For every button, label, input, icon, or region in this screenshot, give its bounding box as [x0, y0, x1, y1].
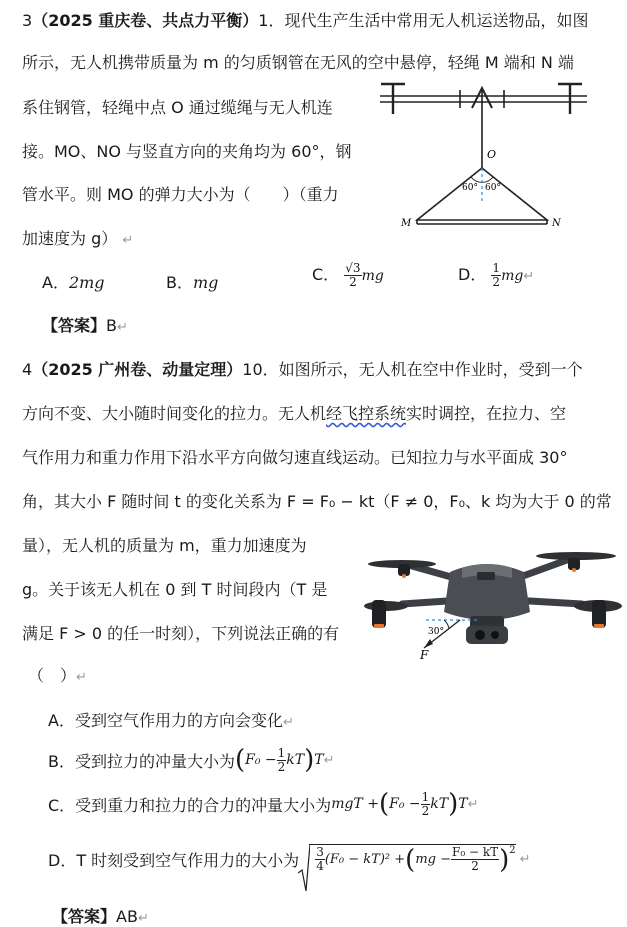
q1-number: 3: [22, 11, 33, 30]
q2-text-8: （ ）: [28, 666, 77, 685]
q2-number: 4: [22, 360, 33, 379]
q1-option-a: [42, 270, 105, 293]
q1-answer-value: B: [106, 316, 117, 335]
option-a-label: A．: [42, 273, 69, 292]
q2-option-d-f2-num: F₀ − kT: [452, 845, 499, 860]
q1-text-2: 所示，无人机携带质量为 m 的匀质钢管在无风的空中悬停，轻绳 M 端和 N 端: [22, 53, 574, 72]
q2-drone-figure: [362, 538, 624, 660]
q1-text-4: 接。MO、NO 与竖直方向的夹角均为 60°，钢: [22, 142, 352, 161]
option-c-fraction: [344, 262, 361, 288]
q1-text-1: 1．现代生产生活中常用无人机运送物品，如图: [258, 11, 589, 30]
q2-option-c-num: 1: [421, 789, 430, 804]
q2-option-d-f1-den: 4: [316, 859, 324, 873]
q2-option-d-fraction-2: [451, 846, 499, 872]
q1-text-3: 系住钢管，轻绳中点 O 通过缆绳与无人机连: [22, 98, 333, 117]
q2-option-d-f2-den: 2: [471, 859, 479, 873]
label-m: M: [401, 218, 412, 229]
paragraph-mark: ↵: [137, 911, 149, 926]
q2-text-4: 角，其大小 F 随时间 t 的变化关系为 F = F₀ − kt（F ≠ 0，F₀、k 均为大于 0 的常: [22, 492, 612, 511]
option-c-label: C．: [312, 265, 340, 284]
q2-option-c-math-a: mgT +: [331, 796, 379, 812]
angle-30-label: 30°: [428, 627, 444, 637]
q2-text-2: 方向不变、大小随时间变化的拉力。无人机: [22, 404, 327, 423]
q1-option-d: [458, 262, 534, 289]
q1-answer-label: 【答案】: [42, 316, 107, 335]
q1-line-1: [22, 8, 588, 31]
q2-option-b-den: 2: [277, 759, 286, 774]
q2-text-6: g。关于该无人机在 0 到 T 时间段内（T 是: [22, 580, 328, 599]
option-d-fraction: [491, 262, 501, 288]
q2-option-c-den: 2: [421, 803, 430, 818]
q2-option-d-math-b: mg −: [415, 852, 451, 867]
paragraph-mark: ↵: [122, 233, 134, 248]
q2-option-b-fraction: [277, 747, 287, 773]
paren-open: (: [378, 789, 390, 819]
q2-option-d-fraction-1: [315, 846, 325, 872]
label-o: O: [487, 148, 497, 161]
camera-lens-1: [475, 630, 485, 640]
q2-tag: （2025 广州卷、动量定理）: [32, 360, 243, 379]
option-c-tail: mg: [361, 268, 384, 284]
q2-option-a: [48, 708, 294, 731]
angle-right-label: 60°: [485, 183, 501, 193]
q2-text-7: 满足 F > 0 的任一时刻），下列说法正确的有: [22, 624, 340, 643]
q1-text-6-content: 加速度为 g）: [22, 229, 118, 248]
paragraph-mark: ↵: [519, 851, 531, 867]
q2-text-2-tail: 实时调控，在拉力、空: [406, 404, 567, 423]
paren-close: ): [304, 745, 315, 775]
paren-open: (: [234, 745, 246, 775]
q2-line-2: [22, 401, 566, 424]
q2-line-1: [22, 357, 583, 380]
paragraph-mark: ↵: [76, 670, 87, 685]
q2-option-d-exponent: 2: [509, 844, 516, 856]
paren-close: ): [448, 789, 459, 819]
option-b-label: B．: [166, 273, 193, 292]
paragraph-mark: ↵: [282, 715, 294, 730]
q1-text-5: 管水平。则 MO 的弹力大小为（ ）（重力: [22, 185, 339, 204]
sqrt-expression: [309, 844, 515, 875]
option-d-label: D．: [458, 265, 487, 284]
q2-option-c-math-b: F₀ −: [389, 796, 421, 812]
option-c-den: 2: [349, 275, 357, 289]
q2-option-d-math-a: (F₀ − kT)² +: [324, 852, 406, 867]
q1-answer: [42, 313, 128, 336]
drone-sensor: [477, 572, 495, 580]
q2-option-c-tail: T: [458, 796, 468, 812]
q2-option-c: [48, 782, 479, 826]
q2-option-c-fraction: [421, 791, 431, 817]
paren-close: ): [499, 844, 510, 875]
option-d-num: 1: [492, 261, 501, 276]
force-f-label: F: [420, 648, 429, 660]
q2-option-b-tail: T: [314, 752, 324, 768]
q2-line-8: [28, 663, 87, 686]
q2-option-b-math-a: F₀ −: [245, 752, 277, 768]
q2-answer-label: 【答案】: [52, 907, 117, 926]
camera-lens-2: [491, 631, 499, 639]
q1-option-c: [312, 262, 384, 289]
q1-figure: [375, 78, 595, 230]
paragraph-mark: ↵: [323, 752, 335, 768]
paragraph-mark: ↵: [523, 269, 535, 284]
q2-answer-value: AB: [116, 907, 138, 926]
force-arrow-head: [424, 639, 433, 648]
option-a-value: 2mg: [68, 273, 105, 292]
angle-left-label: 60°: [462, 183, 478, 193]
option-d-den: 2: [492, 275, 501, 289]
angle-arc: [444, 620, 449, 629]
q2-option-d-f1-num: 3: [316, 845, 324, 860]
q2-text-5: 量），无人机的质量为 m，重力加速度为: [22, 536, 307, 555]
q2-option-a-text: A．受到空气作用力的方向会变化: [48, 711, 283, 730]
paragraph-mark: ↵: [467, 796, 479, 812]
sqrt-sign: [298, 843, 310, 893]
q2-option-c-math-c: kT: [430, 796, 449, 812]
option-c-num: √3: [345, 261, 361, 276]
paragraph-mark: ↵: [117, 320, 128, 335]
q2-option-b-math-b: kT: [286, 752, 305, 768]
q2-option-b-text: B．受到拉力的冲量大小为: [48, 751, 235, 771]
camera-housing: [466, 626, 508, 644]
label-n: N: [552, 218, 561, 229]
q2-option-b-num: 1: [277, 745, 286, 760]
q2-option-c-text: C．受到重力和拉力的合力的冲量大小为: [48, 795, 332, 815]
q2-option-d-text: D．T 时刻受到空气作用力的大小为: [48, 850, 300, 870]
q2-option-b: [48, 738, 335, 782]
option-b-value: mg: [192, 273, 219, 292]
q2-text-3: 气作用力和重力作用下沿水平方向做匀速直线运动。已知拉力与水平面成 30°: [22, 448, 568, 467]
q2-option-d: [48, 832, 531, 886]
q2-text-2-underlined: 经飞控系统: [326, 404, 407, 423]
paren-open: (: [405, 844, 416, 875]
q2-text-1: 10．如图所示，无人机在空中作业时，受到一个: [242, 360, 583, 379]
option-d-tail: mg: [501, 268, 524, 284]
q2-answer: [52, 904, 149, 927]
q1-option-b: [166, 270, 218, 293]
q1-tag: （2025 重庆卷、共点力平衡）: [32, 11, 259, 30]
q1-text-6: [22, 226, 133, 249]
